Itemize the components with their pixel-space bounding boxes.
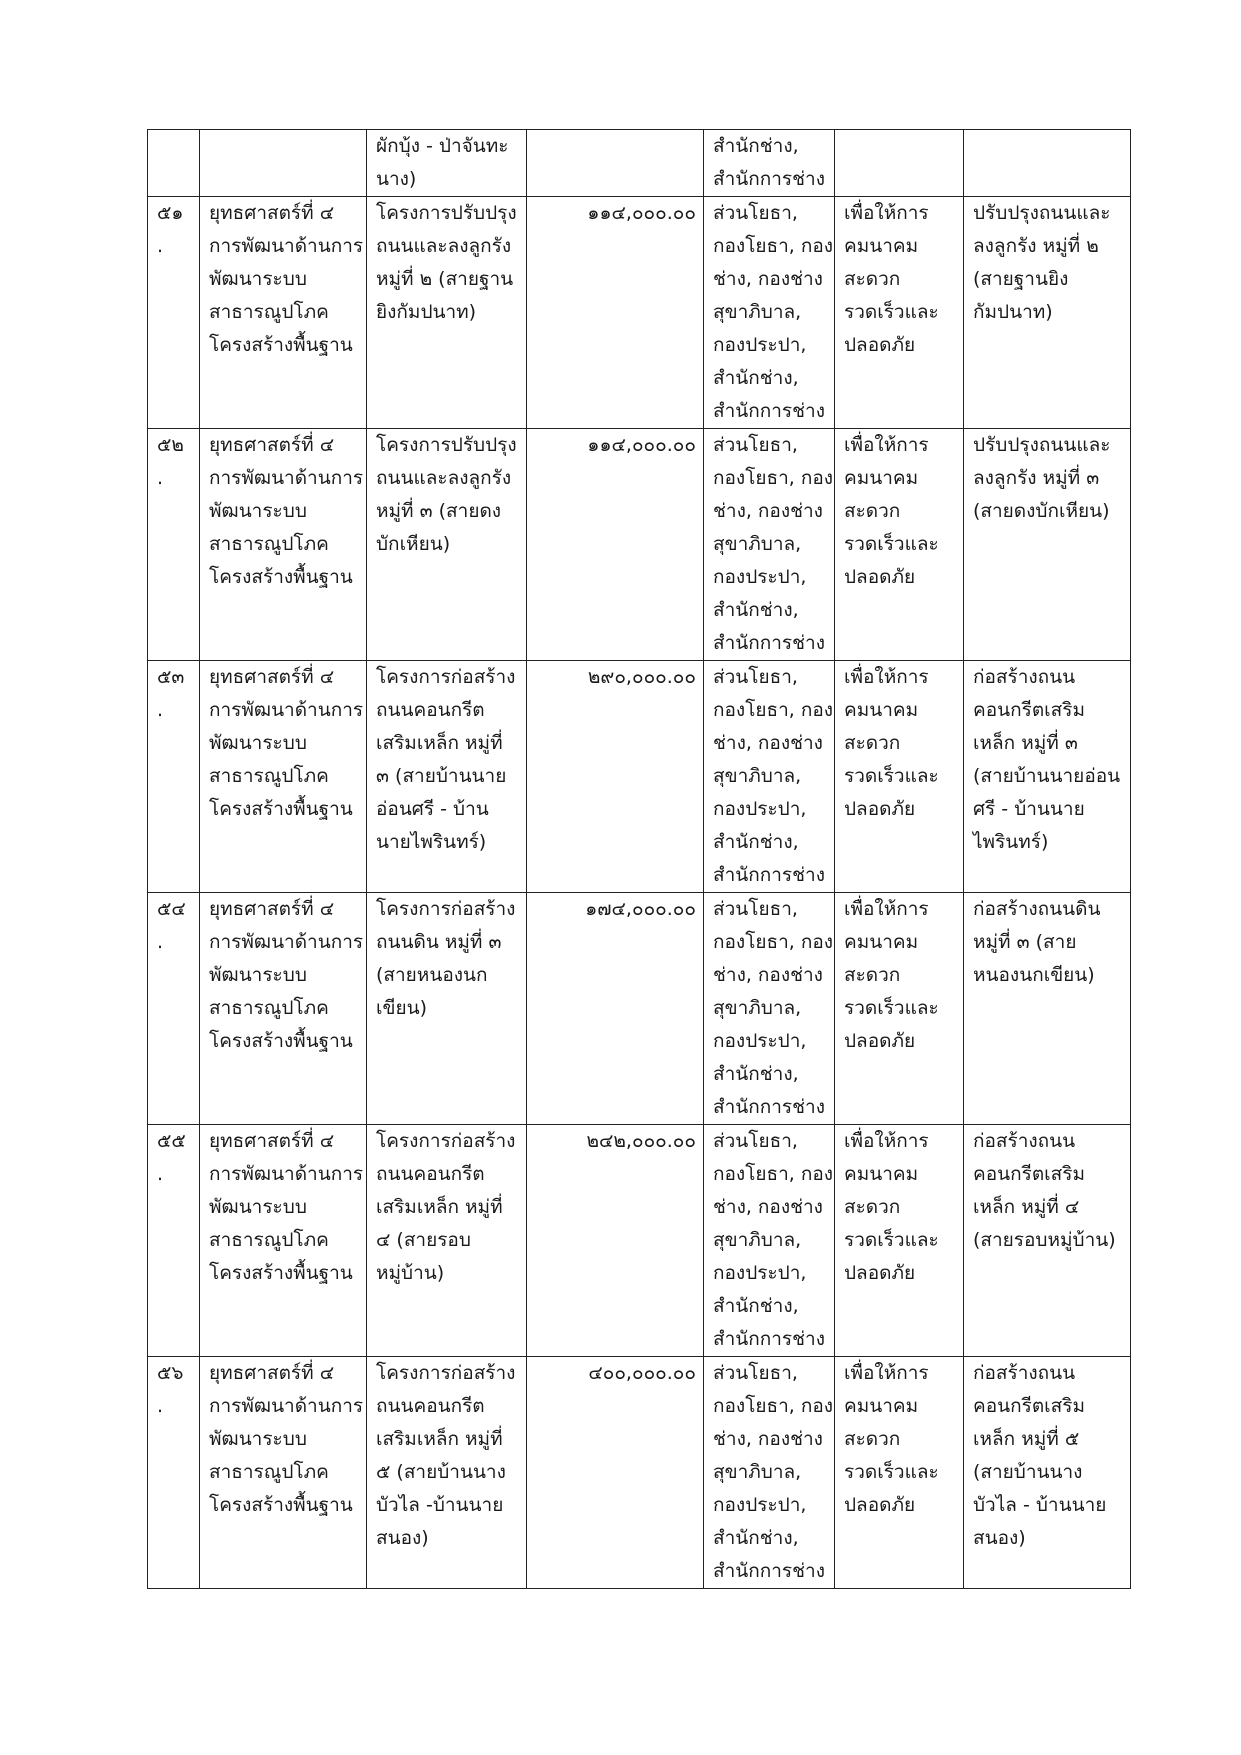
output-line: ปรับปรุงถนนและ (973, 434, 1111, 456)
agency-line: สำนักช่าง, (713, 1295, 799, 1317)
agency-line: สุขาภิบาล, (713, 765, 802, 787)
objective-line: สะดวก (844, 1428, 901, 1450)
agency-line: สำนักการช่าง (713, 1328, 825, 1350)
cell-strategy (200, 130, 367, 197)
project-line: นายไพรินทร์) (376, 831, 487, 853)
cell-project (367, 1125, 527, 1357)
project-line: เสริมเหล็ก หมู่ที่ (376, 732, 503, 754)
agency-line: กองโยธา, กอง (713, 931, 834, 953)
project-line: โครงการปรับปรุง (376, 202, 517, 224)
cell-budget (527, 197, 704, 429)
project-line: เขียน) (376, 997, 428, 1019)
objective-line: เพื่อให้การ (844, 666, 929, 688)
cell-objective (835, 130, 964, 197)
row-number-dot: . (157, 1395, 164, 1417)
objective-line: รวดเร็วและ (844, 1461, 939, 1483)
budget-amount: ๔๐๐,๐๐๐.๐๐ (588, 1362, 696, 1384)
output-line: (สายบ้านนายอ่อน (973, 765, 1121, 787)
budget-amount: ๑๑๔,๐๐๐.๐๐ (587, 434, 696, 456)
project-line: ๕ (สายบ้านนาง (376, 1461, 506, 1483)
cell-objective (835, 893, 964, 1125)
project-line: ถนนและลงลูกรัง (376, 235, 512, 257)
cell-budget (527, 130, 704, 197)
agency-line: ช่าง, กองช่าง (713, 1428, 823, 1450)
cell-project (367, 130, 527, 197)
cell-strategy (200, 1357, 367, 1589)
project-line: ถนนและลงลูกรัง (376, 467, 512, 489)
objective-line: ปลอดภัย (844, 798, 916, 820)
output-line: หมู่ที่ ๓ (สาย (973, 931, 1077, 953)
row-number: ๕๓ (157, 666, 185, 688)
output-line: หนองนกเขียน) (973, 964, 1095, 986)
project-line: โครงการก่อสร้าง (376, 898, 516, 920)
cell-project (367, 893, 527, 1125)
cell-strategy (200, 661, 367, 893)
strategy-line: โครงสร้างพื้นฐาน (209, 1494, 353, 1516)
output-line: (สายรอบหมู่บ้าน) (973, 1229, 1116, 1251)
project-line: ผักบุ้ง - ป่าจันทะ (376, 135, 509, 157)
agency-line: ช่าง, กองช่าง (713, 1196, 823, 1218)
strategy-line: สาธารณูปโภค (209, 765, 329, 787)
objective-line: ปลอดภัย (844, 1262, 916, 1284)
strategy-line: การพัฒนาด้านการ (209, 1163, 364, 1185)
project-line: อ่อนศรี - บ้าน (376, 798, 489, 820)
cell-no (148, 130, 200, 197)
row-number: ๕๒ (157, 434, 184, 456)
strategy-line: ยุทธศาสตร์ที่ ๔ (209, 898, 335, 920)
cell-budget (527, 893, 704, 1125)
cell-output (964, 893, 1131, 1125)
project-line: (สายหนองนก (376, 964, 488, 986)
cell-strategy (200, 1125, 367, 1357)
cell-objective (835, 429, 964, 661)
project-line: โครงการก่อสร้าง (376, 1130, 516, 1152)
agency-line: กองประปา, (713, 798, 807, 820)
agency-line: ช่าง, กองช่าง (713, 732, 823, 754)
agency-line: กองประปา, (713, 1262, 807, 1284)
agency-line: สำนักช่าง, (713, 599, 799, 621)
output-line: คอนกรีตเสริม (973, 1395, 1085, 1417)
output-line: ก่อสร้างถนนดิน (973, 898, 1101, 920)
table-row (148, 1125, 1131, 1357)
output-line: สนอง) (973, 1527, 1026, 1549)
agency-line: ส่วนโยธา, (713, 202, 798, 224)
agency-line: สุขาภิบาล, (713, 1229, 802, 1251)
objective-line: เพื่อให้การ (844, 1130, 929, 1152)
agency-line: สำนักช่าง, (713, 135, 799, 157)
objective-line: สะดวก (844, 732, 901, 754)
budget-amount: ๒๔๒,๐๐๐.๐๐ (586, 1130, 696, 1152)
objective-line: สะดวก (844, 1196, 901, 1218)
cell-agency (704, 429, 835, 661)
agency-line: สุขาภิบาล, (713, 1461, 802, 1483)
table-row-continuation (148, 130, 1131, 197)
project-line: นาง) (376, 168, 417, 190)
agency-line: กองประปา, (713, 1030, 807, 1052)
objective-line: เพื่อให้การ (844, 202, 929, 224)
cell-output (964, 1357, 1131, 1589)
strategy-line: สาธารณูปโภค (209, 533, 329, 555)
strategy-line: โครงสร้างพื้นฐาน (209, 798, 353, 820)
objective-line: ปลอดภัย (844, 1030, 916, 1052)
cell-project (367, 1357, 527, 1589)
objective-line: รวดเร็วและ (844, 533, 939, 555)
output-line: ไพรินทร์) (973, 831, 1049, 853)
cell-agency (704, 893, 835, 1125)
row-number: ๕๔ (157, 898, 186, 920)
strategy-line: พัฒนาระบบ (209, 500, 307, 522)
objective-line: รวดเร็วและ (844, 997, 939, 1019)
strategy-line: ยุทธศาสตร์ที่ ๔ (209, 1362, 335, 1384)
cell-no (148, 893, 200, 1125)
output-line: ศรี - บ้านนาย (973, 798, 1085, 820)
output-line: เหล็ก หมู่ที่ ๓ (973, 732, 1078, 754)
agency-line: ช่าง, กองช่าง (713, 500, 823, 522)
cell-strategy (200, 197, 367, 429)
agency-line: กองประปา, (713, 566, 807, 588)
project-line: ๔ (สายรอบ (376, 1229, 471, 1251)
strategy-line: ยุทธศาสตร์ที่ ๔ (209, 1130, 335, 1152)
row-number-dot: . (157, 235, 164, 257)
table-row (148, 429, 1131, 661)
project-line: หมู่ที่ ๓ (สายดง (376, 500, 502, 522)
cell-no (148, 661, 200, 893)
cell-agency (704, 197, 835, 429)
row-number-dot: . (157, 931, 164, 953)
agency-line: กองโยธา, กอง (713, 1163, 834, 1185)
project-line: ถนนคอนกรีต (376, 1163, 485, 1185)
agency-line: ช่าง, กองช่าง (713, 964, 823, 986)
row-number-dot: . (157, 1163, 164, 1185)
agency-line: สำนักการช่าง (713, 400, 825, 422)
project-line: โครงการปรับปรุง (376, 434, 517, 456)
cell-no (148, 1357, 200, 1589)
cell-no (148, 197, 200, 429)
budget-amount: ๑๑๔,๐๐๐.๐๐ (587, 202, 696, 224)
project-line: เสริมเหล็ก หมู่ที่ (376, 1196, 503, 1218)
objective-line: รวดเร็วและ (844, 1229, 939, 1251)
project-line: โครงการก่อสร้าง (376, 666, 516, 688)
strategy-line: การพัฒนาด้านการ (209, 699, 364, 721)
strategy-line: สาธารณูปโภค (209, 1229, 329, 1251)
cell-objective (835, 1357, 964, 1589)
agency-line: สำนักการช่าง (713, 864, 825, 886)
strategy-line: การพัฒนาด้านการ (209, 931, 364, 953)
agency-line: กองโยธา, กอง (713, 699, 834, 721)
project-line: ถนนคอนกรีต (376, 699, 485, 721)
output-line: ปรับปรุงถนนและ (973, 202, 1111, 224)
agency-line: สำนักการช่าง (713, 168, 825, 190)
cell-output (964, 197, 1131, 429)
output-line: เหล็ก หมู่ที่ ๕ (973, 1428, 1080, 1450)
agency-line: ส่วนโยธา, (713, 434, 798, 456)
agency-line: ส่วนโยธา, (713, 1362, 798, 1384)
agency-line: ช่าง, กองช่าง (713, 268, 823, 290)
table-row (148, 1357, 1131, 1589)
budget-amount: ๒๙๐,๐๐๐.๐๐ (587, 666, 696, 688)
objective-line: รวดเร็วและ (844, 765, 939, 787)
cell-strategy (200, 429, 367, 661)
strategy-line: สาธารณูปโภค (209, 997, 329, 1019)
agency-line: ส่วนโยธา, (713, 1130, 798, 1152)
budget-amount: ๑๗๔,๐๐๐.๐๐ (585, 898, 696, 920)
agency-line: สำนักการช่าง (713, 632, 825, 654)
objective-line: คมนาคม (844, 235, 919, 257)
objective-line: เพื่อให้การ (844, 434, 929, 456)
agency-line: สุขาภิบาล, (713, 301, 802, 323)
output-line: (สายบ้านนาง (973, 1461, 1083, 1483)
agency-line: กองประปา, (713, 1494, 807, 1516)
objective-line: เพื่อให้การ (844, 898, 929, 920)
output-line: ก่อสร้างถนน (973, 666, 1076, 688)
table-row (148, 661, 1131, 893)
strategy-line: สาธารณูปโภค (209, 301, 329, 323)
objective-line: คมนาคม (844, 1163, 919, 1185)
output-line: เหล็ก หมู่ที่ ๔ (973, 1196, 1080, 1218)
agency-line: สำนักการช่าง (713, 1560, 825, 1582)
strategy-line: พัฒนาระบบ (209, 1428, 307, 1450)
output-line: คอนกรีตเสริม (973, 699, 1085, 721)
project-line: โครงการก่อสร้าง (376, 1362, 516, 1384)
agency-line: สุขาภิบาล, (713, 533, 802, 555)
row-number: ๕๖ (157, 1362, 184, 1384)
output-line: (สายฐานยิง (973, 268, 1069, 290)
objective-line: สะดวก (844, 964, 901, 986)
objective-line: คมนาคม (844, 467, 919, 489)
strategy-line: ยุทธศาสตร์ที่ ๔ (209, 202, 335, 224)
output-line: คอนกรีตเสริม (973, 1163, 1085, 1185)
row-number: ๕๑ (157, 202, 184, 224)
strategy-line: โครงสร้างพื้นฐาน (209, 334, 353, 356)
cell-budget (527, 1357, 704, 1589)
cell-no (148, 429, 200, 661)
project-table (147, 129, 1131, 1589)
row-number-dot: . (157, 699, 164, 721)
cell-objective (835, 197, 964, 429)
table-row (148, 197, 1131, 429)
cell-output (964, 661, 1131, 893)
strategy-line: ยุทธศาสตร์ที่ ๔ (209, 434, 335, 456)
agency-line: ส่วนโยธา, (713, 898, 798, 920)
strategy-line: พัฒนาระบบ (209, 964, 307, 986)
objective-line: ปลอดภัย (844, 566, 916, 588)
cell-agency (704, 1357, 835, 1589)
objective-line: คมนาคม (844, 699, 919, 721)
project-line: ถนนดิน หมู่ที่ ๓ (376, 931, 502, 953)
agency-line: สำนักช่าง, (713, 1063, 799, 1085)
strategy-line: การพัฒนาด้านการ (209, 467, 364, 489)
cell-output (964, 429, 1131, 661)
objective-line: สะดวก (844, 268, 901, 290)
agency-line: กองโยธา, กอง (713, 467, 834, 489)
project-line: หมู่บ้าน) (376, 1262, 445, 1284)
strategy-line: การพัฒนาด้านการ (209, 1395, 364, 1417)
objective-line: ปลอดภัย (844, 1494, 916, 1516)
cell-budget (527, 661, 704, 893)
output-line: ลงลูกรัง หมู่ที่ ๓ (973, 467, 1100, 489)
objective-line: รวดเร็วและ (844, 301, 939, 323)
output-line: (สายดงบักเหียน) (973, 500, 1110, 522)
agency-line: สุขาภิบาล, (713, 997, 802, 1019)
cell-output (964, 130, 1131, 197)
project-line: สนอง) (376, 1527, 429, 1549)
cell-project (367, 197, 527, 429)
strategy-line: โครงสร้างพื้นฐาน (209, 1030, 353, 1052)
objective-line: สะดวก (844, 500, 901, 522)
project-line: เสริมเหล็ก หมู่ที่ (376, 1428, 503, 1450)
strategy-line: โครงสร้างพื้นฐาน (209, 566, 353, 588)
output-line: ก่อสร้างถนน (973, 1362, 1076, 1384)
cell-budget (527, 1125, 704, 1357)
cell-no (148, 1125, 200, 1357)
objective-line: คมนาคม (844, 1395, 919, 1417)
agency-line: กองโยธา, กอง (713, 235, 834, 257)
project-line: ถนนคอนกรีต (376, 1395, 485, 1417)
cell-budget (527, 429, 704, 661)
output-line: กัมปนาท) (973, 301, 1053, 323)
cell-strategy (200, 893, 367, 1125)
strategy-line: ยุทธศาสตร์ที่ ๔ (209, 666, 335, 688)
objective-line: ปลอดภัย (844, 334, 916, 356)
cell-objective (835, 661, 964, 893)
output-line: ก่อสร้างถนน (973, 1130, 1076, 1152)
project-line: หมู่ที่ ๒ (สายฐาน (376, 268, 514, 290)
project-line: ยิงกัมปนาท) (376, 301, 477, 323)
objective-line: เพื่อให้การ (844, 1362, 929, 1384)
project-line: บักเหียน) (376, 533, 451, 555)
row-number: ๕๕ (157, 1130, 186, 1152)
agency-line: สำนักการช่าง (713, 1096, 825, 1118)
agency-line: ส่วนโยธา, (713, 666, 798, 688)
project-line: บัวไล -บ้านนาย (376, 1494, 504, 1516)
agency-line: สำนักช่าง, (713, 831, 799, 853)
cell-output (964, 1125, 1131, 1357)
cell-agency (704, 661, 835, 893)
project-line: ๓ (สายบ้านนาย (376, 765, 507, 787)
table-body (148, 130, 1131, 1589)
agency-line: สำนักช่าง, (713, 1527, 799, 1549)
output-line: บัวไล - บ้านนาย (973, 1494, 1107, 1516)
output-line: ลงลูกรัง หมู่ที่ ๒ (973, 235, 1099, 257)
strategy-line: พัฒนาระบบ (209, 1196, 307, 1218)
agency-line: กองประปา, (713, 334, 807, 356)
strategy-line: พัฒนาระบบ (209, 268, 307, 290)
agency-line: สำนักช่าง, (713, 367, 799, 389)
agency-line: กองโยธา, กอง (713, 1395, 834, 1417)
strategy-line: โครงสร้างพื้นฐาน (209, 1262, 353, 1284)
cell-agency (704, 130, 835, 197)
cell-agency (704, 1125, 835, 1357)
strategy-line: พัฒนาระบบ (209, 732, 307, 754)
table-row (148, 893, 1131, 1125)
strategy-line: การพัฒนาด้านการ (209, 235, 364, 257)
cell-project (367, 661, 527, 893)
cell-objective (835, 1125, 964, 1357)
row-number-dot: . (157, 467, 164, 489)
strategy-line: สาธารณูปโภค (209, 1461, 329, 1483)
objective-line: คมนาคม (844, 931, 919, 953)
cell-project (367, 429, 527, 661)
